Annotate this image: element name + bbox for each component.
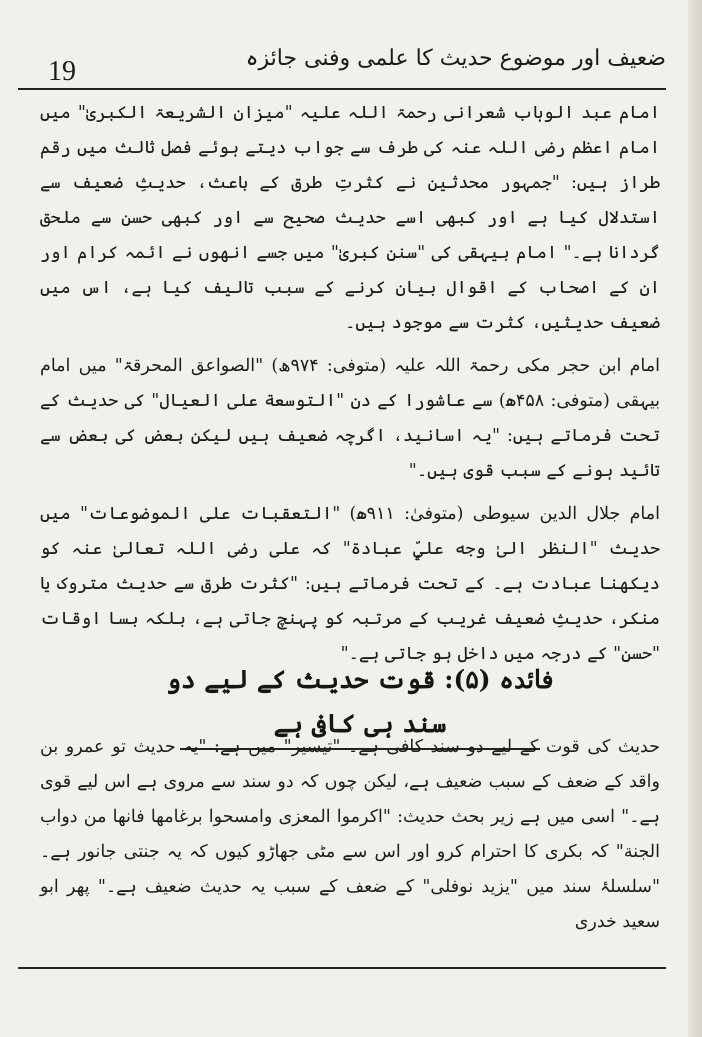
page-edge [688, 0, 702, 1037]
paragraph-section: حدیث کی قوت کے لیے دو سند کافی ہے۔ "تیسیر" میں ہے: "یہ حدیث تو عمرو بن واقد کے ضعف کے سبب ضعیف ہے، لیکن چوں کہ دو سند سے مروی ہے اس لیے قوی ہے۔" اسی میں ہے زیر بحث حدیث: "اکرموا المعزی وامسحوا برغامها فانها من دواب الجنة" کہ بکری کا احترام کرو اور اس سے مٹی جھاڑو کیوں کہ یہ جنتی جانور ہے۔ "سلسلۂ سند میں "یزید نوفلی" کے ضعف کے سبب یہ حدیث ضعیف ہے۔" پھر ابو سعید خدری [40, 737, 660, 932]
section-heading: فائدہ (۵): قوت حدیث کے لیے دو سند ہی کافی ہے [166, 665, 554, 738]
paragraph-suyuti: امام جلال الدین سیوطی (متوفیٰ: ۹۱۱ھ) "التعقبات على الموضوعات" میں حدیث "النظر الیٰ وجه عليٍّ عبادة" کہ علی رضی اللہ تعالیٰ عنہ کو دیکھنا عبادت ہے۔ کے تحت فرماتے ہیں: "کثرت طرق سے حدیث متروک یا منکر، حدیثِ ضعیف غریب کے مرتبہ کو پہنچ جاتی ہے، بلکہ بسا اوقات "حسن" کے درجہ میں داخل ہو جاتی ہے۔" [40, 504, 661, 664]
page-header [18, 38, 666, 88]
header-divider [18, 88, 666, 90]
paragraph-shaarani: امام عبد الوہاب شعرانی رحمۃ اللہ علیہ "میزان الشریعۃ الکبریٰ" میں امام اعظم رضی اللہ عنہ کی طرف سے جواب دیتے ہوئے فصل ثالث میں رقم طراز ہیں: "جمہور محدثین نے کثرتِ طرق کے باعث، حدیثِ ضعیف سے استدلال کیا ہے اور کبھی اسے حدیث صحیح سے اور کبھی حسن سے ملحق گردانا ہے۔" امام بیہقی کی "سنن کبریٰ" میں جسے انھوں نے ائمہ کرام اور ان کے اصحاب کے اقوال بیان کرنے کے سبب تالیف کیا ہے، اس میں ضعیف حدیثیں، کثرت سے موجود ہیں۔ [40, 103, 660, 333]
footer-divider [18, 967, 666, 969]
main-text [40, 96, 660, 680]
page-number: 19 [48, 56, 76, 87]
paragraph-ibn-hajar: امام ابن حجر مکی رحمۃ اللہ علیہ (متوفی: ۹۷۴ھ) "الصواعق المحرقۃ" میں امام بیہقی (متوفی: ۴۵۸ھ) سے عاشورا کے دن "التوسعة على العيال" کی حدیث کے تحت فرماتے ہیں: "یہ اسانید، اگرچہ ضعیف ہیں لیکن بعض کی بعض سے تائید ہونے کے سبب قوی ہیں۔" [40, 356, 661, 481]
section-text [40, 730, 660, 948]
running-title: ضعیف اور موضوع حدیث کا علمی وفنی جائزہ [245, 46, 666, 71]
